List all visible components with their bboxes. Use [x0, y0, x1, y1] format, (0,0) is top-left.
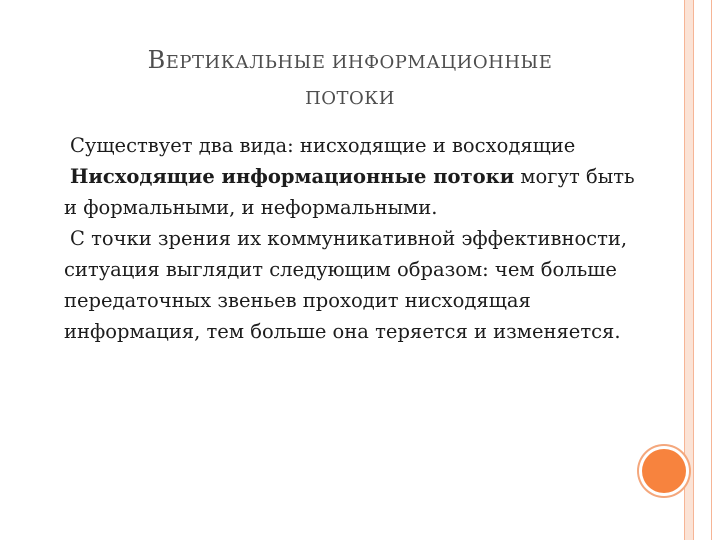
slide-body	[64, 130, 640, 347]
title-line-1	[147, 46, 553, 74]
orange-circle-decoration	[642, 449, 686, 493]
decorative-line-right	[711, 0, 712, 540]
downward-flows-text: могут быть и формальными, и неформальными.	[64, 165, 635, 219]
title-line-1-text: ЕРТИКАЛЬНЫЕ ИНФОРМАЦИОННЫЕ	[165, 52, 553, 73]
title-line-2: ПОТОКИ	[305, 88, 395, 109]
paragraph-types	[64, 130, 640, 161]
slide-title	[60, 42, 640, 117]
decorative-line-middle	[693, 0, 694, 540]
paragraph-downward-flows	[64, 161, 640, 223]
decorative-line-left	[684, 0, 685, 540]
downward-flows-term: Нисходящие информационные потоки	[70, 165, 515, 188]
title-initial-capital: В	[147, 46, 166, 74]
paragraph-effectiveness-text: С точки зрения их коммуникативной эффективности, ситуация выглядит следующим образом: чем больше передаточных звеньев проходит нисходящая информация, тем больше она теряется и изменяется.	[64, 227, 628, 343]
paragraph-effectiveness	[64, 223, 640, 347]
paragraph-types-text: Существует два вида: нисходящие и восходящие	[70, 134, 576, 157]
